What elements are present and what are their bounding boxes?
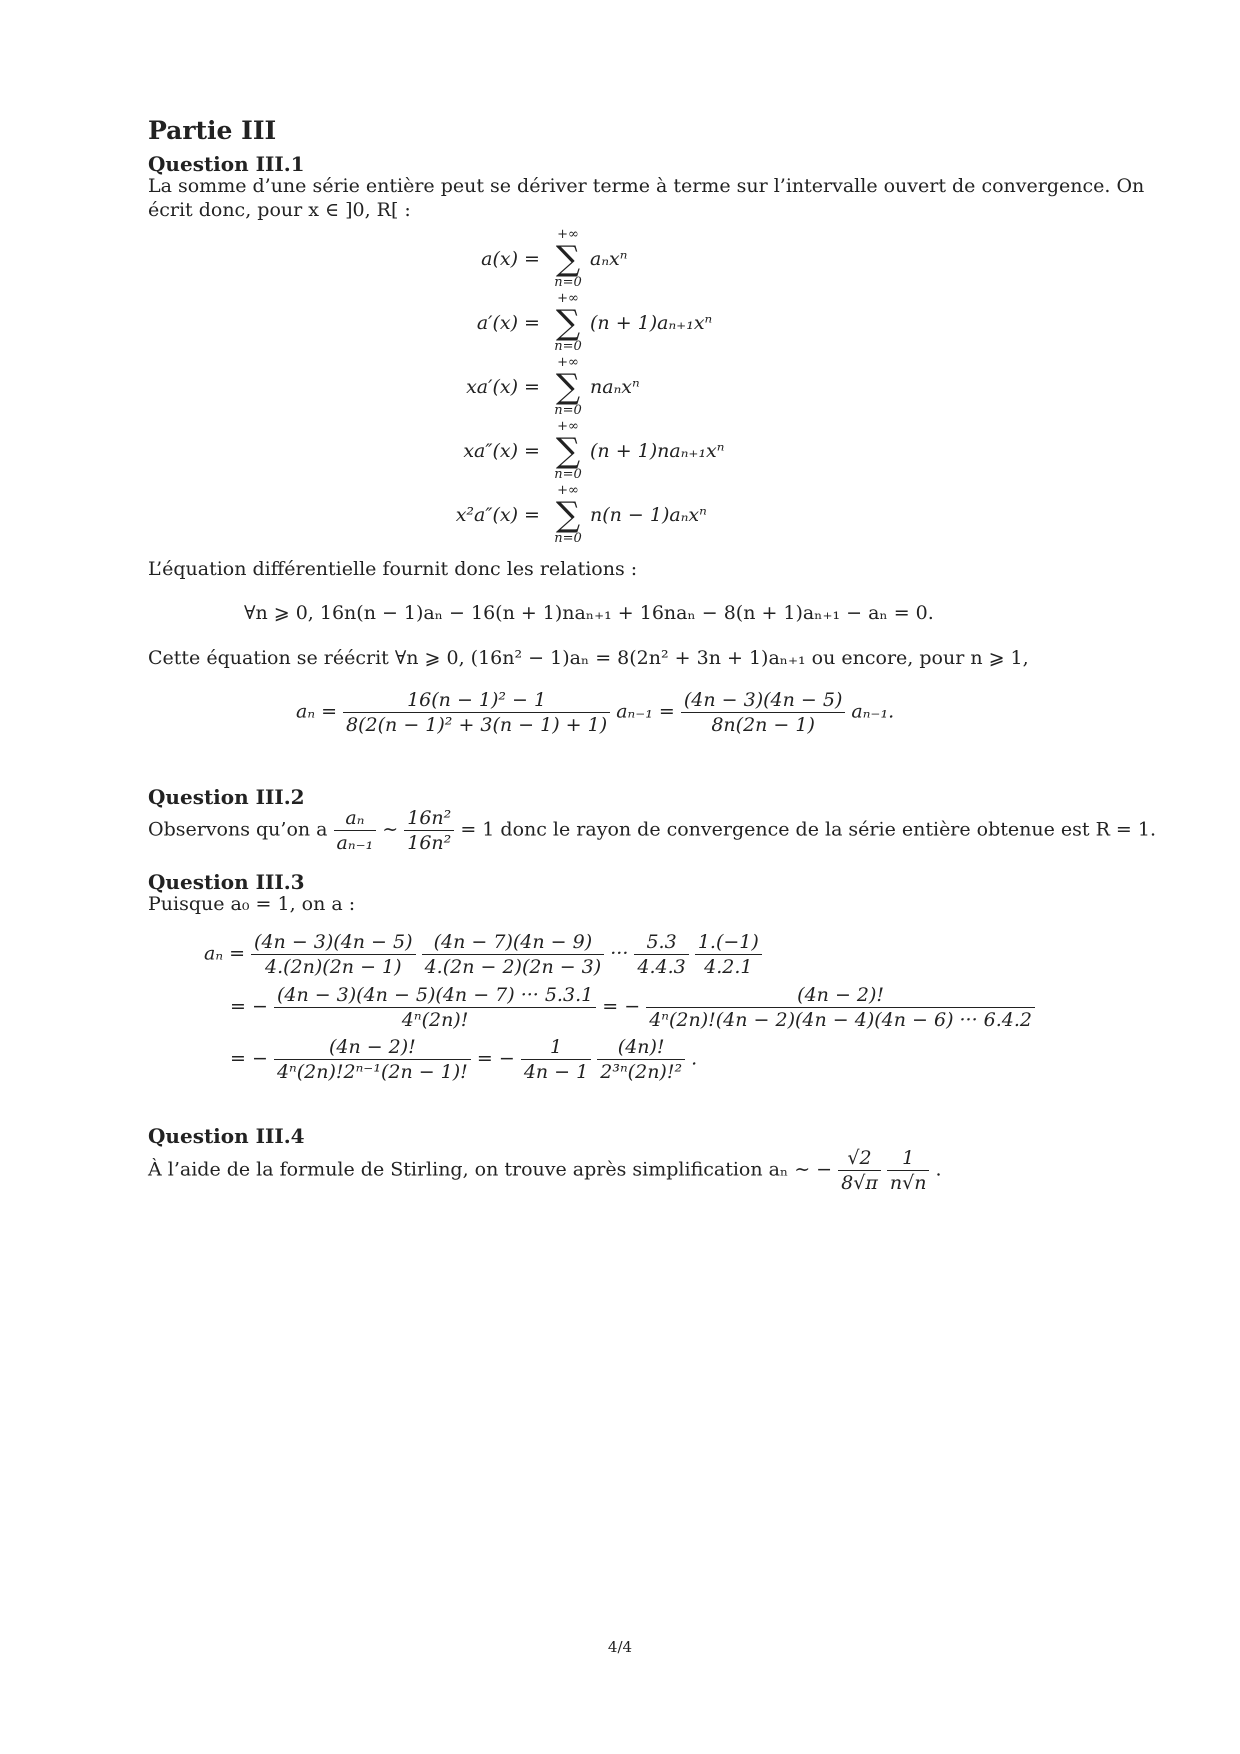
q3-l2-f2 xyxy=(646,983,1035,1032)
q2-heading: Question III.2 xyxy=(148,785,305,809)
q3-line2 xyxy=(230,983,1035,1032)
q3-l1-f1-num: (4n − 3)(4n − 5) xyxy=(251,930,415,955)
series-rhs: naₙxⁿ xyxy=(590,376,640,398)
sum-upper-limit: +∞ xyxy=(557,483,579,498)
series-rhs: aₙxⁿ xyxy=(590,248,628,270)
q3-l3-f1 xyxy=(274,1035,471,1084)
q1-intro-line2: écrit donc, pour x ∈ ]0, R[ : xyxy=(148,199,411,221)
series-rhs: (n + 1)naₙ₊₁xⁿ xyxy=(590,440,725,462)
q3-l3-f1-den: 4ⁿ(2n)!2ⁿ⁻¹(2n − 1)! xyxy=(276,1061,468,1083)
q3-l3-f3 xyxy=(597,1035,685,1084)
sum-lower-limit: n=0 xyxy=(554,403,582,418)
q3-l1-lhs: aₙ = xyxy=(204,942,245,965)
equals-sign: = xyxy=(524,312,540,334)
q2-text-after: = 1 donc le rayon de convergence de la série entière obtenue est R = 1. xyxy=(460,818,1157,841)
q3-l2-lead: = − xyxy=(230,995,268,1018)
series-lhs: xa″(x) xyxy=(463,440,518,462)
q3-l2-f2-num: (4n − 2)! xyxy=(646,983,1035,1008)
q2-ratio xyxy=(334,806,377,855)
equals-sign: = xyxy=(524,504,540,526)
sigma-icon: ∑ xyxy=(555,431,581,471)
equals-sign: = xyxy=(524,440,540,462)
q3-l1-f4-num: 1.(−1) xyxy=(695,930,762,955)
q3-l3-tail: . xyxy=(691,1047,698,1070)
series-equation xyxy=(398,356,798,416)
q1-rewrite-text: Cette équation se réécrit ∀n ⩾ 0, (16n² − 1)aₙ = 8(2n² + 3n + 1)aₙ₊₁ ou encore, pour n ⩾ 1, xyxy=(148,647,1029,669)
sum-lower-limit: n=0 xyxy=(554,339,582,354)
q2-text xyxy=(148,806,1156,855)
q3-l2-f1 xyxy=(274,983,596,1032)
series-lhs: x²a″(x) xyxy=(455,504,518,526)
sum-symbol xyxy=(548,356,588,418)
rec-f2-den: 8n(2n − 1) xyxy=(711,714,815,736)
series-lhs: a(x) xyxy=(481,248,518,270)
series-rhs: (n + 1)aₙ₊₁xⁿ xyxy=(590,312,713,334)
q2-equiv xyxy=(404,806,454,855)
q1-heading: Question III.1 xyxy=(148,152,305,176)
q3-line1 xyxy=(204,930,762,979)
sigma-icon: ∑ xyxy=(555,303,581,343)
sum-symbol xyxy=(548,228,588,290)
q3-l2-f1-num: (4n − 3)(4n − 5)(4n − 7) ··· 5.3.1 xyxy=(274,983,596,1008)
q1-recurrence xyxy=(296,688,894,737)
rec-lhs: aₙ = xyxy=(296,700,337,723)
q3-l1-dots: ··· xyxy=(610,942,629,965)
series-rhs: n(n − 1)aₙxⁿ xyxy=(590,504,707,526)
q3-intro: Puisque a₀ = 1, on a : xyxy=(148,893,356,915)
q3-l1-f3 xyxy=(634,930,688,979)
rec-tail: aₙ₋₁. xyxy=(851,700,895,723)
rec-mid: aₙ₋₁ = xyxy=(616,700,675,723)
q1-relations-text: L’équation différentielle fournit donc les relations : xyxy=(148,558,638,580)
q3-l2-f1-den: 4ⁿ(2n)! xyxy=(401,1009,469,1031)
q4-f2-num: 1 xyxy=(887,1146,930,1171)
rec-fraction-1 xyxy=(343,688,610,737)
sum-lower-limit: n=0 xyxy=(554,275,582,290)
q4-f1-den: 8√π xyxy=(841,1172,878,1194)
q4-text xyxy=(148,1146,942,1195)
sum-upper-limit: +∞ xyxy=(557,419,579,434)
q4-heading: Question III.4 xyxy=(148,1124,305,1148)
q3-l1-f3-num: 5.3 xyxy=(634,930,688,955)
q2-f1-den: aₙ₋₁ xyxy=(336,832,374,854)
q1-relation: ∀n ⩾ 0, 16n(n − 1)aₙ − 16(n + 1)naₙ₊₁ + 16naₙ − 8(n + 1)aₙ₊₁ − aₙ = 0. xyxy=(244,602,934,624)
sum-symbol xyxy=(548,420,588,482)
q2-sim: ∼ xyxy=(382,818,399,841)
q3-l1-f2-den: 4.(2n − 2)(2n − 3) xyxy=(424,956,602,978)
q3-l1-f1-den: 4.(2n)(2n − 1) xyxy=(265,956,402,978)
series-equation xyxy=(398,292,798,352)
q3-heading: Question III.3 xyxy=(148,870,305,894)
q4-f2 xyxy=(887,1146,930,1195)
sum-lower-limit: n=0 xyxy=(554,531,582,546)
sigma-icon: ∑ xyxy=(555,239,581,279)
sigma-icon: ∑ xyxy=(555,495,581,535)
q4-f2-den: n√n xyxy=(889,1172,927,1194)
series-equation xyxy=(398,420,798,480)
series-equation xyxy=(398,228,798,288)
q3-l3-mid: = − xyxy=(476,1047,515,1070)
q3-l2-f2-den: 4ⁿ(2n)!(4n − 2)(4n − 4)(4n − 6) ··· 6.4.2 xyxy=(649,1009,1033,1031)
q3-l3-f2 xyxy=(521,1035,591,1084)
sum-symbol xyxy=(548,484,588,546)
sigma-icon: ∑ xyxy=(555,367,581,407)
q3-l1-f2 xyxy=(422,930,605,979)
sum-upper-limit: +∞ xyxy=(557,355,579,370)
rec-fraction-2 xyxy=(681,688,845,737)
q3-l3-f2-num: 1 xyxy=(521,1035,591,1060)
rec-f2-num: (4n − 3)(4n − 5) xyxy=(681,688,845,713)
series-equation xyxy=(398,484,798,544)
q2-text-before: Observons qu’on a xyxy=(148,818,328,841)
page-number: 4/4 xyxy=(607,1638,633,1656)
rec-f1-num: 16(n − 1)² − 1 xyxy=(343,688,610,713)
q3-l3-f1-num: (4n − 2)! xyxy=(274,1035,471,1060)
sum-symbol xyxy=(548,292,588,354)
q3-l1-f2-num: (4n − 7)(4n − 9) xyxy=(422,930,605,955)
series-lhs: a′(x) xyxy=(476,312,518,334)
q2-f2-den: 16n² xyxy=(407,832,452,854)
part-title: Partie III xyxy=(148,116,277,145)
q4-text-main: À l’aide de la formule de Stirling, on trouve après simplification aₙ ∼ − xyxy=(148,1158,833,1181)
q3-l3-f2-den: 4n − 1 xyxy=(523,1061,589,1083)
q1-intro-line1: La somme d’une série entière peut se dériver terme à terme sur l’intervalle ouvert de convergence. On xyxy=(148,175,1145,197)
q3-l3-lead: = − xyxy=(230,1047,268,1070)
series-lhs: xa′(x) xyxy=(466,376,518,398)
q4-f1 xyxy=(838,1146,881,1195)
q3-line3 xyxy=(230,1035,697,1084)
q2-f2-num: 16n² xyxy=(404,806,454,831)
q2-f1-num: aₙ xyxy=(334,806,377,831)
sum-upper-limit: +∞ xyxy=(557,291,579,306)
rec-f1-den: 8(2(n − 1)² + 3(n − 1) + 1) xyxy=(346,714,608,736)
equals-sign: = xyxy=(524,248,540,270)
q3-l1-f4-den: 4.2.1 xyxy=(704,956,753,978)
q3-l2-mid: = − xyxy=(602,995,641,1018)
q4-f1-num: √2 xyxy=(838,1146,881,1171)
sum-lower-limit: n=0 xyxy=(554,467,582,482)
q3-l1-f4 xyxy=(695,930,762,979)
q3-l1-f3-den: 4.4.3 xyxy=(637,956,686,978)
equals-sign: = xyxy=(524,376,540,398)
q4-tail: . xyxy=(935,1158,942,1181)
q3-l1-f1 xyxy=(251,930,415,979)
q3-l3-f3-den: 2³ⁿ(2n)!² xyxy=(600,1061,683,1083)
q3-l3-f3-num: (4n)! xyxy=(597,1035,685,1060)
sum-upper-limit: +∞ xyxy=(557,227,579,242)
